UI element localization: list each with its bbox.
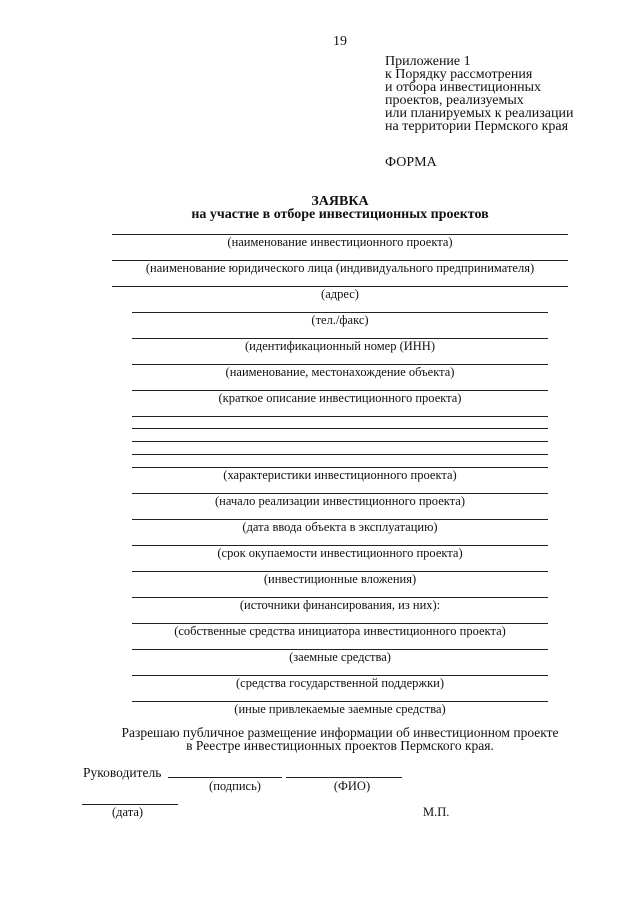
blank-line[interactable] [132, 441, 548, 442]
field-caption: (источники финансирования, из них): [239, 598, 441, 612]
consent-line: в Реестре инвестиционных проектов Пермского края. [186, 738, 494, 753]
document-title: ЗАЯВКА [311, 194, 369, 209]
field-caption: (краткое описание инвестиционного проекта) [218, 391, 462, 405]
blank-line[interactable] [132, 454, 548, 455]
stamp-label: М.П. [423, 805, 450, 819]
appendix-line: к Порядку рассмотрения [385, 67, 533, 82]
field-caption: (срок окупаемости инвестиционного проекта) [217, 546, 463, 560]
full-name-caption: (ФИО) [333, 779, 371, 793]
signature-caption: (подпись) [209, 779, 261, 793]
document-subtitle: на участие в отборе инвестиционных проектов [191, 207, 489, 222]
consent-statement [0, 726, 640, 752]
appendix-line: или планируемых к реализации [385, 106, 574, 121]
full-name-line[interactable] [286, 777, 402, 778]
field-caption: (дата ввода объекта в эксплуатацию) [242, 520, 438, 534]
field-caption: (заемные средства) [289, 650, 391, 664]
field-caption: (начало реализации инвестиционного проекта) [214, 494, 465, 508]
field-caption: (средства государственной поддержки) [236, 676, 444, 690]
page-number: 19 [333, 34, 347, 49]
field-caption: (наименование юридического лица (индивидуального предпринимателя) [145, 261, 535, 275]
signature-line[interactable] [168, 777, 282, 778]
field-caption: (инвестиционные вложения) [263, 572, 417, 586]
appendix-line: проектов, реализуемых [385, 93, 524, 108]
field-caption: (адрес) [321, 287, 359, 301]
field-caption: (собственные средства инициатора инвестиционного проекта) [174, 624, 506, 638]
field-caption: (характеристики инвестиционного проекта) [223, 468, 457, 482]
consent-line: Разрешаю публичное размещение информации об инвестиционном проекте [121, 725, 559, 740]
field-caption: (иные привлекаемые заемные средства) [234, 702, 446, 716]
appendix-line: и отбора инвестиционных [385, 80, 542, 95]
field-caption: (наименование, местонахождение объекта) [225, 365, 455, 379]
form-label: ФОРМА [385, 155, 437, 170]
appendix-note [385, 55, 573, 133]
field-caption: (идентификационный номер (ИНН) [245, 339, 435, 353]
field-caption: (наименование инвестиционного проекта) [227, 235, 453, 249]
head-label: Руководитель [83, 765, 162, 780]
appendix-line: на территории Пермского края [385, 119, 569, 134]
appendix-line: Приложение 1 [385, 54, 471, 69]
date-caption: (дата) [112, 805, 144, 819]
blank-line[interactable] [132, 428, 548, 429]
blank-line[interactable] [132, 416, 548, 417]
field-caption: (тел./факс) [311, 313, 369, 327]
